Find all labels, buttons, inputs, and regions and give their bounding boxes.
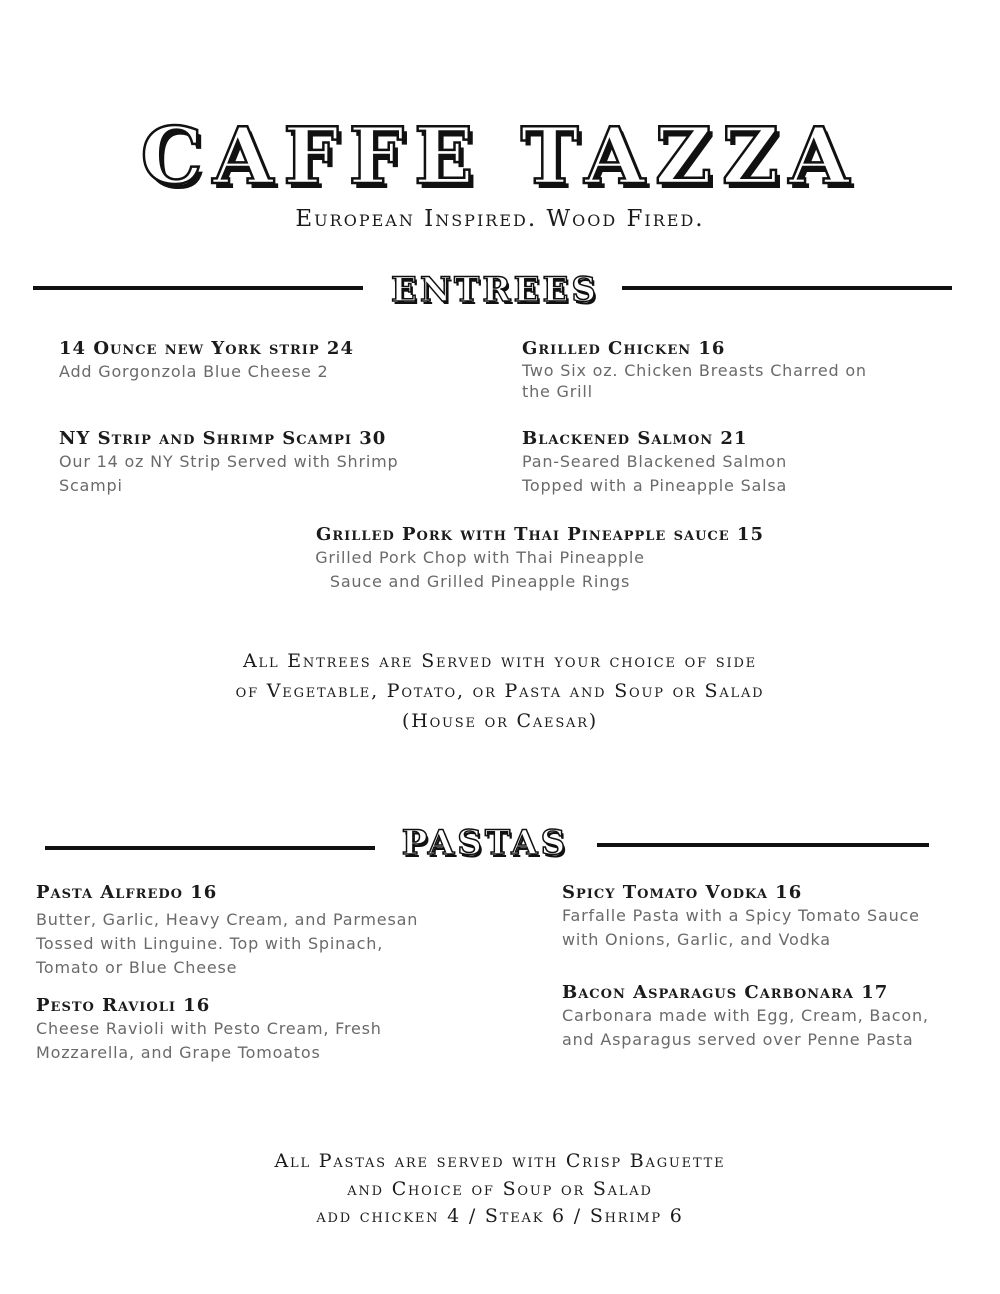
item-description: Two Six oz. Chicken Breasts Charred on the Grill	[522, 360, 867, 401]
menu-item	[36, 995, 416, 1065]
item-description-line: Grilled Pork Chop with Thai Pineapple	[315, 547, 645, 567]
item-description: Add Gorgonzola Blue Cheese 2	[59, 361, 329, 381]
menu-item	[522, 338, 877, 402]
menu-item	[36, 882, 436, 980]
pastas-divider-left	[45, 846, 375, 850]
item-description	[250, 546, 710, 594]
restaurant-title: CAFFE TAZZA	[140, 111, 860, 202]
menu-item	[59, 338, 479, 384]
pastas-divider-right	[597, 843, 929, 847]
item-name: Grilled Chicken 16	[522, 338, 726, 359]
item-name: 14 Ounce new York strip 24	[59, 338, 354, 359]
item-description-line: Sauce and Grilled Pineapple Rings	[329, 571, 631, 591]
item-name: Spicy Tomato Vodka 16	[562, 882, 803, 903]
menu-item	[59, 428, 431, 498]
item-description: Farfalle Pasta with a Spicy Tomato Sauce with Onions, Garlic, and Vodka	[562, 905, 920, 949]
note-line: of Vegetable, Potato, or Pasta and Soup or Salad	[235, 680, 765, 702]
note-line: All Pastas are served with Crisp Baguette	[274, 1150, 726, 1172]
item-description: Our 14 oz NY Strip Served with Shrimp Scampi	[59, 451, 399, 495]
item-description: Cheese Ravioli with Pesto Cream, Fresh Mozzarella, and Grape Tomoatos	[36, 1018, 382, 1062]
item-description: Carbonara made with Egg, Cream, Bacon, and Asparagus served over Penne Pasta	[562, 1005, 929, 1049]
pastas-heading: PASTAS	[401, 823, 569, 863]
item-name: Bacon Asparagus Carbonara 17	[562, 982, 889, 1003]
note-line: (House or Caesar)	[401, 710, 599, 732]
note-line: All Entrees are Served with your choice of side	[243, 650, 757, 672]
entrees-heading: ENTREES	[391, 270, 599, 310]
pastas-note	[0, 1146, 1000, 1231]
entrees-divider-left	[33, 286, 363, 290]
entrees-note	[0, 646, 1000, 736]
item-name: NY Strip and Shrimp Scampi 30	[59, 428, 387, 449]
item-name: Blackened Salmon 21	[522, 428, 748, 449]
menu-item	[562, 882, 962, 952]
note-line: and Choice of Soup or Salad	[347, 1178, 653, 1200]
restaurant-tagline: European Inspired. Wood Fired.	[295, 206, 705, 232]
menu-item	[562, 982, 962, 1052]
entrees-divider-right	[622, 286, 952, 290]
item-description: Pan-Seared Blackened Salmon Topped with a Pineapple Salsa	[522, 451, 788, 495]
item-name: Pasta Alfredo 16	[36, 882, 218, 903]
item-name: Pesto Ravioli 16	[36, 995, 211, 1016]
item-description: Butter, Garlic, Heavy Cream, and Parmesan Tossed with Linguine. Top with Spinach, Tomato or Blue Cheese	[36, 909, 419, 977]
item-name: Grilled Pork with Thai Pineapple sauce 15	[316, 524, 764, 545]
menu-item	[250, 524, 830, 594]
note-line: add chicken 4 / Steak 6 / Shrimp 6	[316, 1205, 684, 1227]
menu-item	[522, 428, 822, 498]
